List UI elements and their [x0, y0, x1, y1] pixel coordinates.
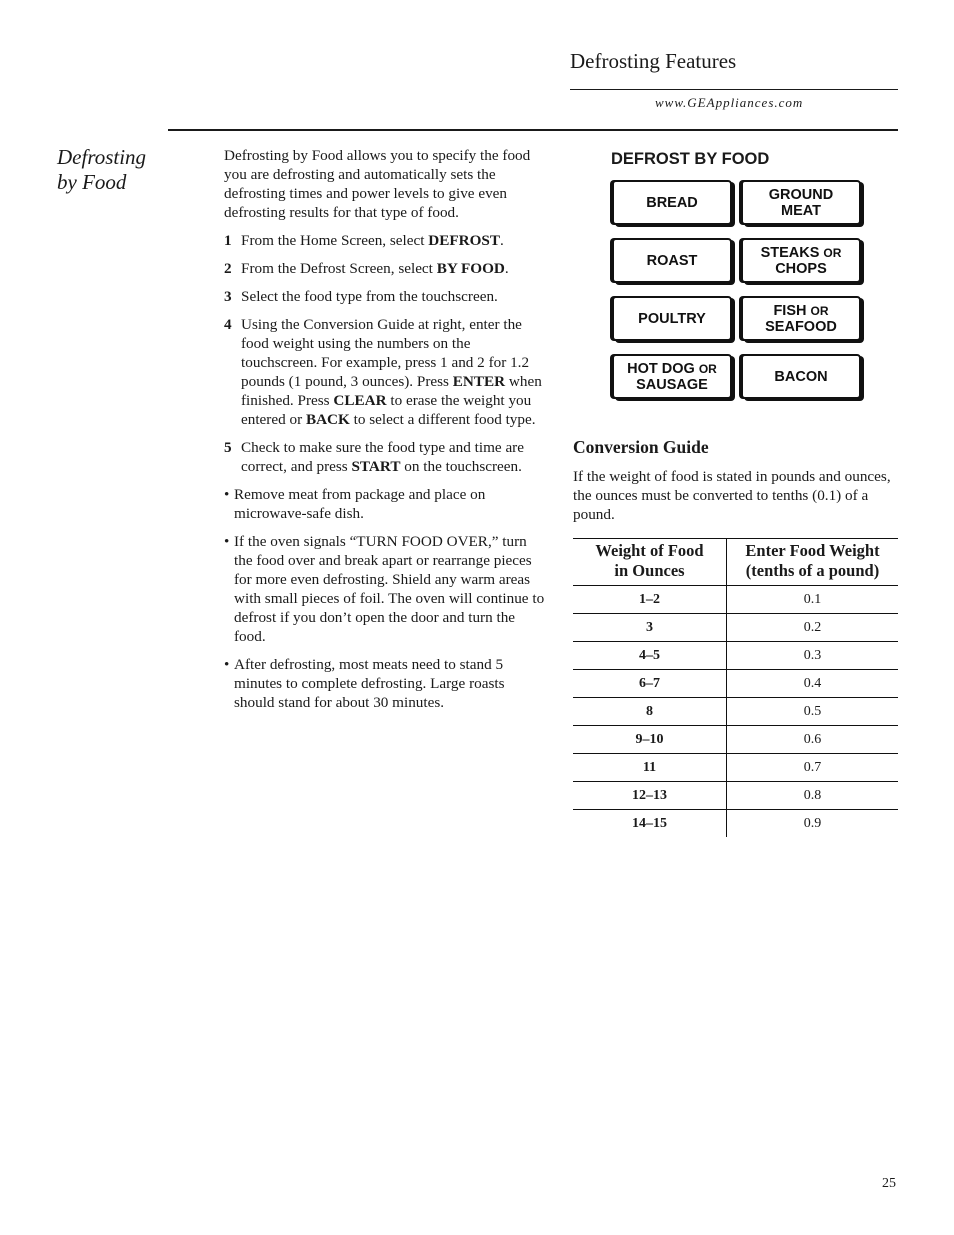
- step-text: Select the food type from the touchscreen.: [241, 288, 498, 305]
- label-or: OR: [698, 361, 717, 376]
- poultry-button[interactable]: [612, 296, 732, 341]
- step-number: 4: [224, 316, 232, 333]
- button-label: ROAST: [646, 252, 698, 269]
- button-label: BACON: [774, 368, 828, 385]
- label-line1: STEAKS: [760, 244, 820, 261]
- conversion-guide-text: If the weight of food is stated in pounds and ounces, the ounces must be converted to tenths (0.1) of a pound.: [573, 468, 891, 523]
- step-text: Check to make sure the food type and time are correct, and press: [241, 439, 524, 475]
- header-line1: Enter Food Weight: [745, 541, 880, 560]
- weight-cell: 0.6: [727, 726, 899, 754]
- step-keyword-clear: CLEAR: [333, 392, 387, 409]
- table-row: [573, 754, 898, 782]
- table-row: [573, 810, 898, 838]
- label-line2: SAUSAGE: [636, 376, 708, 393]
- step-keyword: DEFROST: [428, 232, 500, 249]
- step-2: [224, 259, 546, 278]
- ounces-cell: 14–15: [573, 810, 727, 838]
- bullet-text: After defrosting, most meats need to stand 5 minutes to complete defrosting. Large roasts should stand for about 30 minutes.: [234, 656, 505, 711]
- button-label: POULTRY: [638, 310, 706, 327]
- section-heading: [57, 145, 146, 195]
- step-keyword: START: [351, 458, 401, 475]
- step-number: 5: [224, 439, 232, 456]
- ounces-cell: 1–2: [573, 586, 727, 614]
- conversion-guide-title: Conversion Guide: [573, 437, 709, 457]
- step-4: [224, 315, 546, 429]
- step-text: From the Home Screen, select: [241, 232, 429, 249]
- ounces-cell: 4–5: [573, 642, 727, 670]
- header-line2: (tenths of a pound): [745, 561, 880, 580]
- step-number: 2: [224, 260, 232, 277]
- bullet-item: [224, 485, 546, 523]
- ounces-cell: 3: [573, 614, 727, 642]
- table-header-row: [573, 539, 898, 586]
- weight-cell: 0.1: [727, 586, 899, 614]
- step-text-end: .: [500, 232, 504, 249]
- page-header-title: Defrosting Features: [570, 49, 737, 73]
- bacon-button[interactable]: [741, 354, 861, 399]
- fish-seafood-button[interactable]: [741, 296, 861, 341]
- step-1: [224, 231, 546, 250]
- bullet-item: [224, 655, 546, 712]
- table-row: [573, 642, 898, 670]
- step-3: [224, 287, 546, 306]
- weight-cell: 0.4: [727, 670, 899, 698]
- section-rule: [168, 129, 898, 131]
- step-text: Using the Conversion Guide at right, enter the food weight using the numbers on the touchscreen. For example, press 1 and 2 for 1.2 pounds (1 pound, 3 ounces). Press: [241, 316, 530, 390]
- bullet-dot: •: [224, 656, 230, 673]
- weight-cell: 0.2: [727, 614, 899, 642]
- step-number: 3: [224, 288, 232, 305]
- table-row: [573, 726, 898, 754]
- header-line2: in Ounces: [614, 561, 685, 580]
- step-text-end: to select a different food type.: [349, 411, 536, 428]
- header-rule: [570, 89, 898, 90]
- column-header-ounces: [573, 539, 727, 586]
- roast-button[interactable]: [612, 238, 732, 283]
- bullet-text: If the oven signals “TURN FOOD OVER,” turn the food over and break apart or rearrange pieces for more even defrosting. Shield any warm areas with small pieces of foil. The oven will continue to defrost if you don’t open the door and turn the food.: [234, 533, 545, 645]
- label-line2: CHOPS: [775, 260, 827, 277]
- page-number: 25: [882, 1176, 896, 1191]
- conversion-table: [573, 538, 898, 837]
- website-url: www.GEAppliances.com: [655, 95, 804, 110]
- bullet-text: Remove meat from package and place on microwave-safe dish.: [234, 486, 486, 522]
- weight-cell: 0.3: [727, 642, 899, 670]
- step-5: [224, 438, 546, 476]
- label-line2: MEAT: [780, 202, 821, 219]
- label-or: OR: [810, 303, 829, 318]
- step-text-end: .: [504, 260, 509, 277]
- defrost-panel-title: DEFROST BY FOOD: [611, 150, 770, 168]
- step-text-mid1: when finished. Press: [241, 373, 542, 409]
- step-text: From the Defrost Screen, select: [241, 260, 437, 277]
- bread-button[interactable]: [612, 180, 732, 225]
- label-line2: SEAFOOD: [765, 318, 837, 335]
- ground-meat-button[interactable]: [741, 180, 861, 225]
- step-text-mid2: to erase the weight you entered or: [241, 392, 532, 428]
- button-label: [627, 361, 717, 393]
- section-heading-line2: by Food: [57, 170, 127, 194]
- table-row: [573, 614, 898, 642]
- bullet-dot: •: [224, 533, 230, 550]
- label-line1: GROUND: [768, 186, 834, 203]
- button-label: [765, 303, 837, 335]
- instructions-column: [224, 146, 546, 721]
- weight-cell: 0.5: [727, 698, 899, 726]
- label-line1: HOT DOG: [627, 360, 695, 377]
- table-row: [573, 586, 898, 614]
- step-keyword-enter: ENTER: [452, 373, 506, 390]
- header-line1: Weight of Food: [595, 541, 704, 560]
- button-label: [769, 187, 833, 219]
- weight-cell: 0.8: [727, 782, 899, 810]
- ounces-cell: 11: [573, 754, 727, 782]
- ounces-cell: 6–7: [573, 670, 727, 698]
- section-heading-line1: Defrosting: [57, 145, 147, 169]
- steaks-chops-button[interactable]: [741, 238, 861, 283]
- table-row: [573, 698, 898, 726]
- step-number: 1: [224, 232, 232, 249]
- table-row: [573, 670, 898, 698]
- step-keyword-back: BACK: [305, 411, 350, 428]
- ounces-cell: 8: [573, 698, 727, 726]
- bullet-dot: •: [224, 486, 230, 503]
- step-text-end: on the touchscreen.: [400, 458, 522, 475]
- ounces-cell: 12–13: [573, 782, 727, 810]
- intro-paragraph: Defrosting by Food allows you to specify the food you are defrosting and automatically sets the defrosting times and power levels to give even defrosting results for that type of food.: [224, 147, 531, 221]
- table-row: [573, 782, 898, 810]
- column-header-weight: [727, 539, 899, 586]
- label-or: OR: [823, 245, 842, 260]
- button-label: [761, 245, 842, 277]
- hot-dog-sausage-button[interactable]: [612, 354, 732, 399]
- ounces-cell: 9–10: [573, 726, 727, 754]
- weight-cell: 0.9: [803, 815, 822, 831]
- step-keyword: BY FOOD: [436, 260, 505, 277]
- label-line1: FISH: [773, 302, 807, 319]
- bullet-item: [224, 532, 546, 646]
- weight-cell: 0.7: [727, 754, 899, 782]
- button-label: BREAD: [646, 194, 698, 211]
